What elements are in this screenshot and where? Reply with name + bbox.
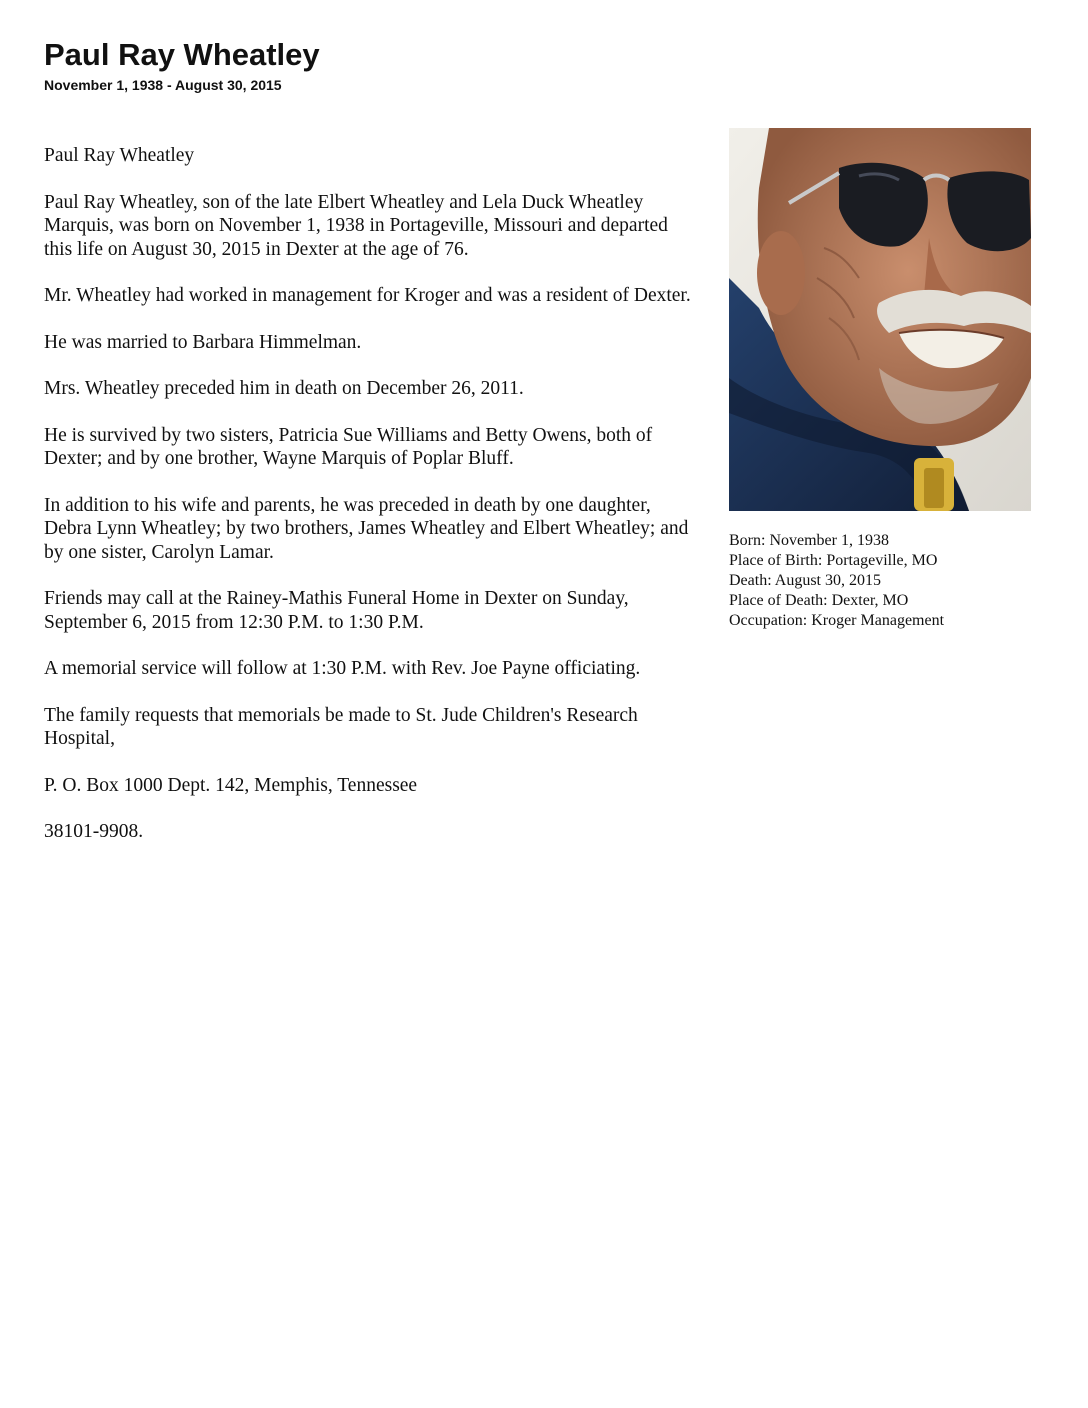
obituary-paragraph: P. O. Box 1000 Dept. 142, Memphis, Tennessee	[44, 774, 418, 796]
portrait-photo	[729, 128, 1031, 511]
portrait-photo-icon	[729, 128, 1031, 511]
obituary-header	[44, 36, 320, 94]
life-dates: November 1, 1938 - August 30, 2015	[44, 77, 282, 93]
fact-born: Born: November 1, 1938	[729, 532, 889, 549]
facts-panel	[729, 531, 1059, 631]
page-title: Paul Ray Wheatley	[44, 37, 320, 72]
obituary-heading: Paul Ray Wheatley	[44, 145, 195, 166]
obituary-paragraph: He was married to Barbara Himmelman.	[44, 331, 362, 353]
obituary-paragraph: Mrs. Wheatley preceded him in death on December 26, 2011.	[44, 378, 524, 399]
obituary-paragraph: Mr. Wheatley had worked in management for Kroger and was a resident of Dexter.	[44, 285, 691, 306]
fact-occupation: Occupation: Kroger Management	[729, 612, 945, 629]
obituary-paragraph: A memorial service will follow at 1:30 P.M. with Rev. Joe Payne officiating.	[44, 658, 641, 679]
obituary-paragraph: The family requests that memorials be made to St. Jude Children's Research Hospital,	[44, 704, 638, 749]
fact-place-of-birth: Place of Birth: Portageville, MO	[729, 552, 938, 569]
fact-death: Death: August 30, 2015	[729, 572, 881, 589]
obituary-paragraph: 38101-9908.	[44, 821, 144, 842]
fact-place-of-death: Place of Death: Dexter, MO	[729, 592, 909, 609]
obituary-paragraph: Friends may call at the Rainey-Mathis Funeral Home in Dexter on Sunday, September 6, 2015 from 12:30 P.M. to 1:30 P.M.	[44, 588, 629, 633]
obituary-paragraph: In addition to his wife and parents, he was preceded in death by one daughter, Debra Lynn Wheatley; by two brothers, James Wheatley and Elbert Wheatley; and by one sister, Carolyn Lamar.	[44, 494, 689, 563]
obituary-text	[44, 144, 694, 867]
obituary-paragraph: Paul Ray Wheatley, son of the late Elbert Wheatley and Lela Duck Wheatley Marquis, was born on November 1, 1938 in Portageville, Missouri and departed this life on August 30, 2015 in Dexter at the age of 76.	[44, 191, 668, 260]
obituary-paragraph: He is survived by two sisters, Patricia Sue Williams and Betty Owens, both of Dexter; and by one brother, Wayne Marquis of Poplar Bluff.	[44, 424, 653, 469]
